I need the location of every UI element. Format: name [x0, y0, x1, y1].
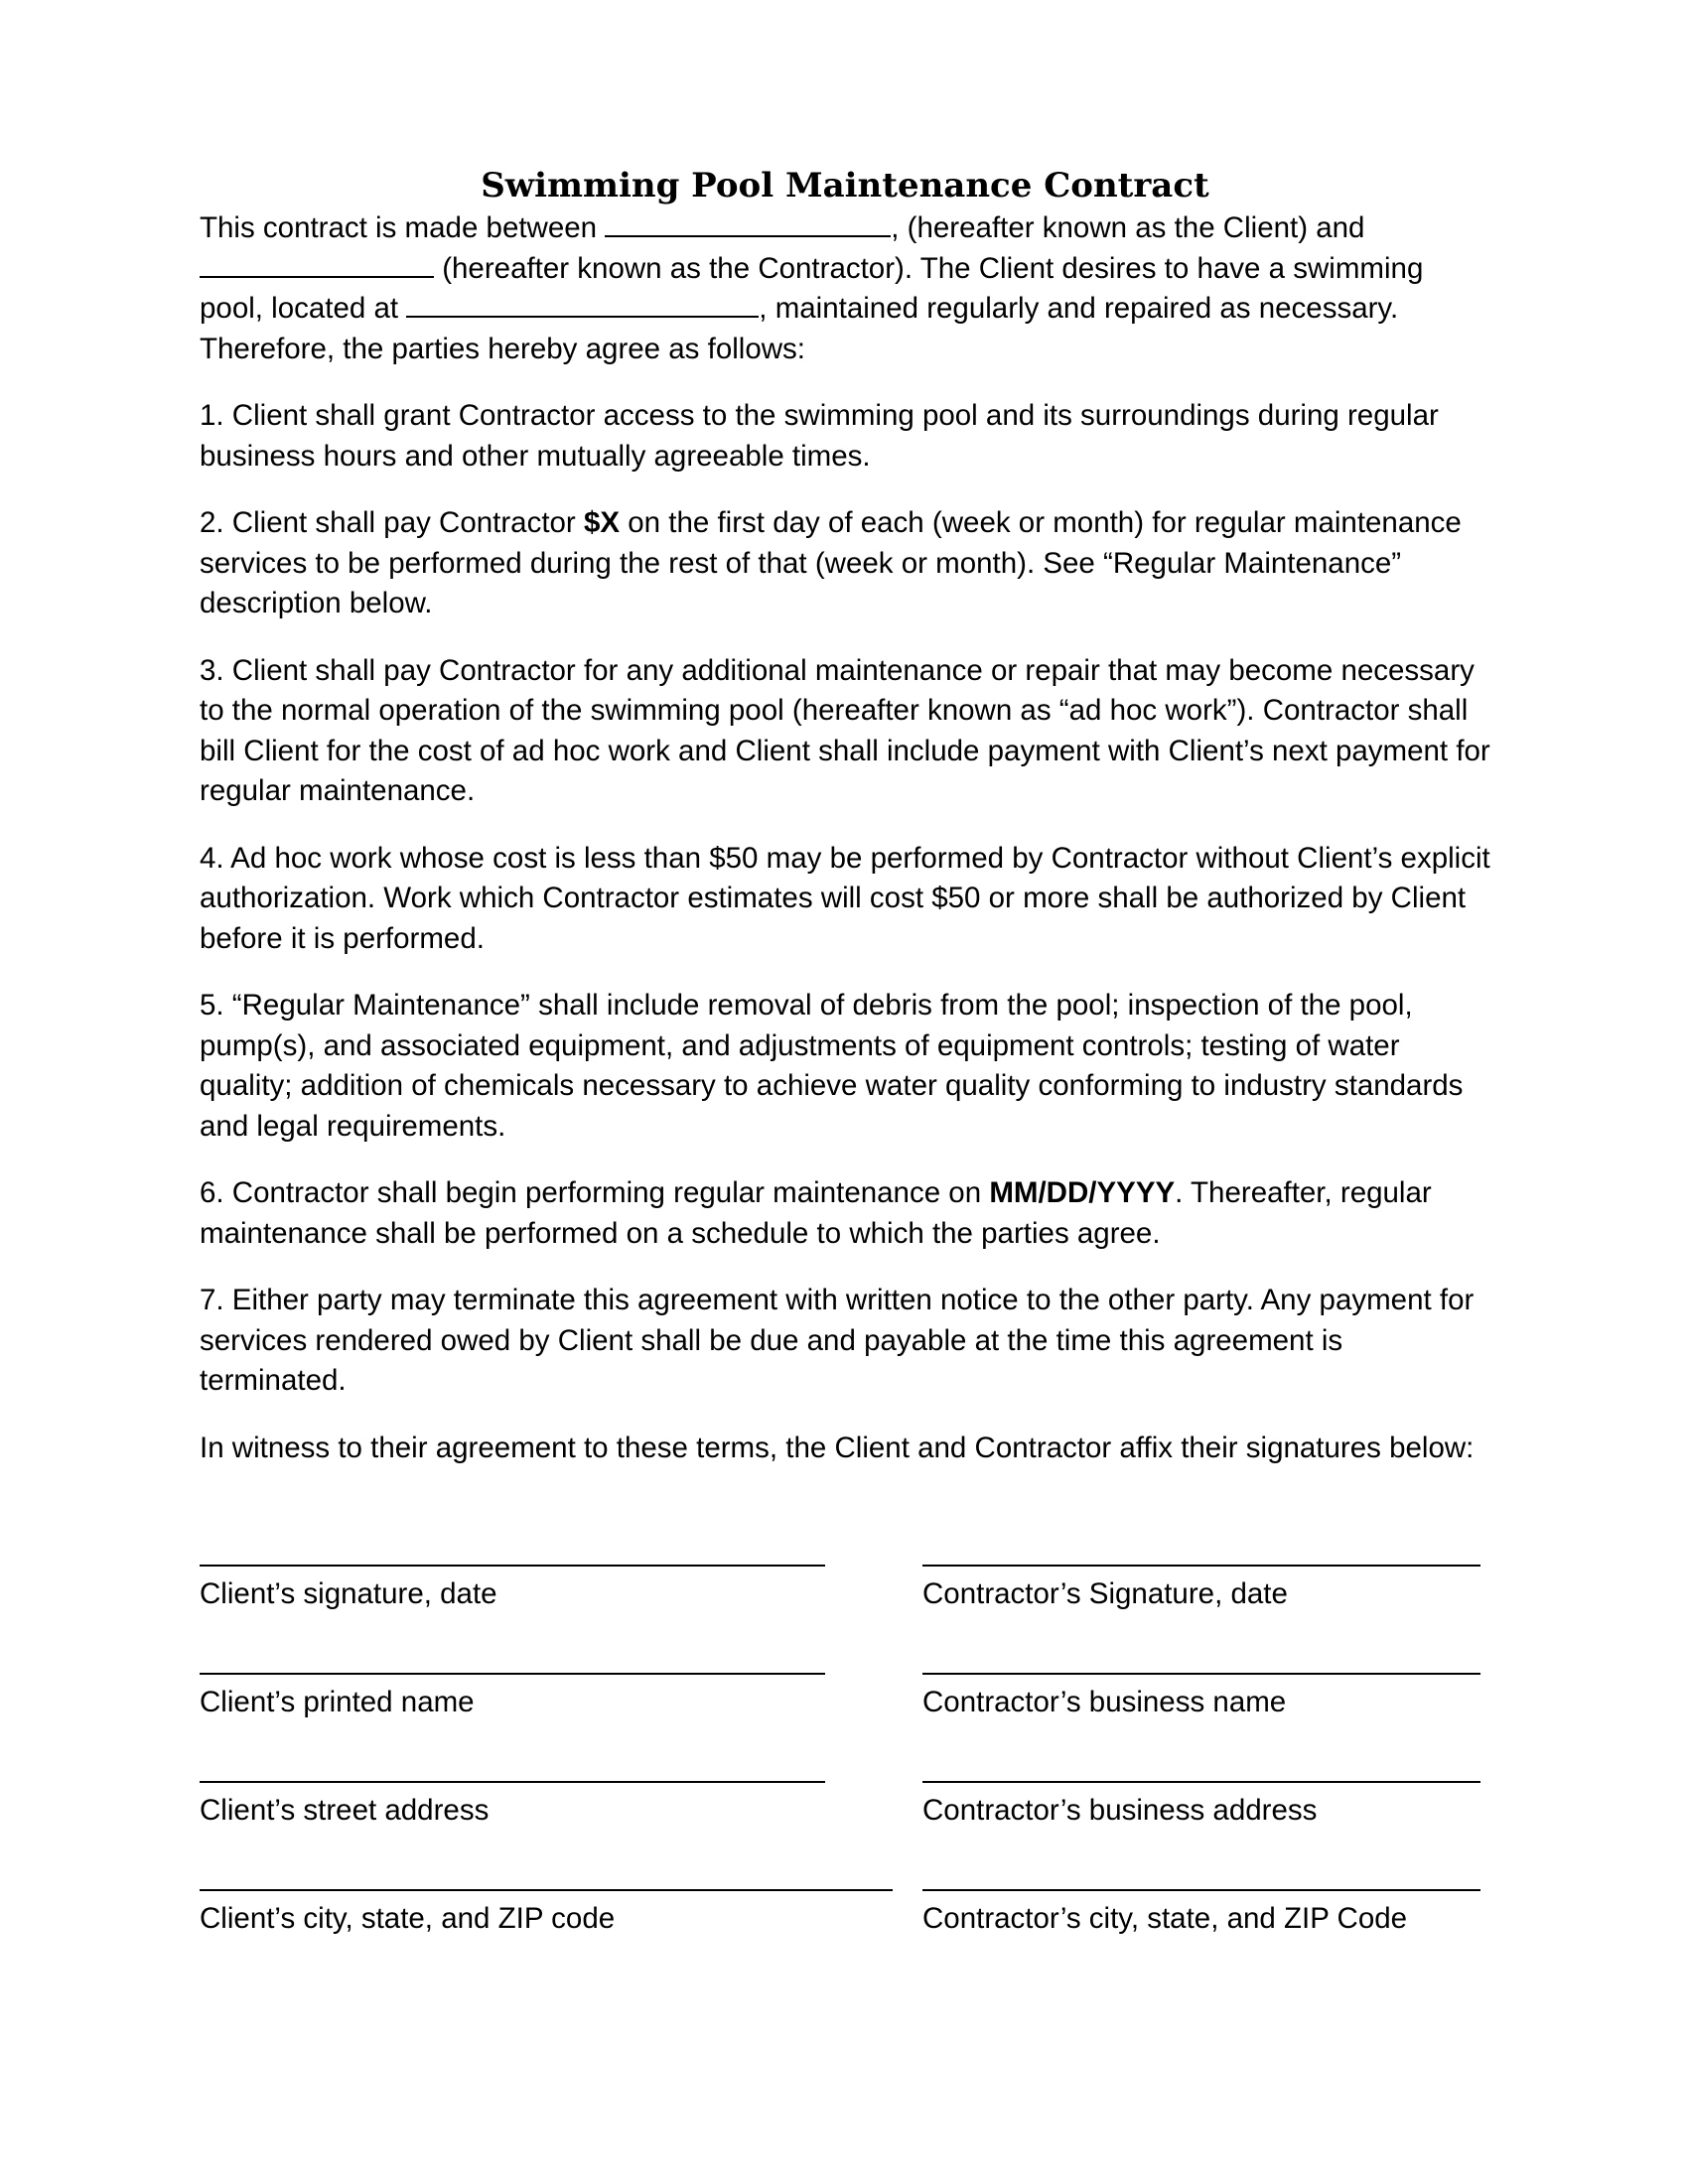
clause-6-text-b: . Thereafter, regular maintenance shall be performed on a schedule to which the parties agree.	[200, 1176, 1432, 1250]
contractor-signature-label: Contractor’s Signature, date	[922, 1577, 1288, 1610]
clause-4: 4. Ad hoc work whose cost is less than $50 may be performed by Contractor without Client’s explicit authorization. Work which Contractor estimates will cost $50 or more shall be authorized by Client before it is performed.	[200, 841, 1490, 955]
contractor-city-line[interactable]	[922, 1889, 1480, 1891]
clause-6-text-a: 6. Contractor shall begin performing regular maintenance on	[200, 1176, 990, 1209]
payment-amount: $X	[583, 506, 621, 539]
clause-7: 7. Either party may terminate this agreement with written notice to the other party. Any payment for services rendered owed by Client shall be due and payable at the time this agreement is terminated.	[200, 1284, 1475, 1397]
intro-text-4: , maintained regularly and repaired as necessary. Therefore, the parties hereby agree as follows:	[200, 292, 1399, 365]
intro-text-2: , (hereafter known as the Client) and	[891, 211, 1365, 244]
client-address-label: Client’s street address	[200, 1794, 490, 1827]
contractor-signature-line[interactable]	[922, 1565, 1480, 1567]
client-address-line[interactable]	[200, 1781, 825, 1783]
document-body	[200, 163, 1490, 1495]
witness-statement: In witness to their agreement to these terms, the Client and Contractor affix their signatures below:	[200, 1431, 1475, 1464]
client-city-line[interactable]	[200, 1889, 893, 1891]
client-signature-block	[200, 1565, 825, 1614]
intro-text-3: (hereafter known as the Contractor). The Client desires to have a swimming pool, located at	[200, 251, 1424, 325]
client-signature-label: Client’s signature, date	[200, 1577, 497, 1610]
clause-6	[200, 1173, 1490, 1254]
contractor-address-label: Contractor’s business address	[922, 1794, 1318, 1827]
contractor-business-name-block	[922, 1673, 1480, 1722]
name-row	[200, 1673, 1490, 1781]
contractor-business-name-label: Contractor’s business name	[922, 1686, 1287, 1718]
client-city-block	[200, 1889, 893, 1939]
clause-5: 5. “Regular Maintenance” shall include removal of debris from the pool; inspection of the pool, pump(s), and associated equipment, and adjustments of equipment controls; testing of water quality; addition of chemicals necessary to achieve water quality conforming to industry standards and legal requirements.	[200, 989, 1464, 1143]
client-address-block	[200, 1781, 825, 1831]
client-name-line[interactable]	[200, 1673, 825, 1675]
document-title: Swimming Pool Maintenance Contract	[481, 166, 1209, 205]
client-name-label: Client’s printed name	[200, 1686, 475, 1718]
clause-2-text-b: on the first day of each (week or month) for regular maintenance services to be performed during the rest of that (week or month). See “Regular Maintenance” description below.	[200, 506, 1462, 619]
intro-paragraph	[200, 208, 1490, 369]
address-row	[200, 1781, 1490, 1889]
contractor-city-block	[922, 1889, 1480, 1939]
client-name-blank[interactable]	[605, 234, 891, 237]
clause-2-text-a: 2. Client shall pay Contractor	[200, 506, 584, 539]
contractor-name-blank[interactable]	[200, 275, 434, 278]
contractor-city-label: Contractor’s city, state, and ZIP Code	[922, 1902, 1408, 1935]
start-date: MM/DD/YYYY	[989, 1176, 1176, 1209]
city-row	[200, 1889, 1490, 1997]
client-name-block	[200, 1673, 825, 1722]
client-city-label: Client’s city, state, and ZIP code	[200, 1902, 616, 1935]
contractor-business-name-line[interactable]	[922, 1673, 1480, 1675]
pool-location-blank[interactable]	[406, 315, 759, 318]
intro-text-1: This contract is made between	[200, 211, 606, 244]
contractor-address-line[interactable]	[922, 1781, 1480, 1783]
client-signature-line[interactable]	[200, 1565, 825, 1567]
contractor-signature-block	[922, 1565, 1480, 1614]
clause-3: 3. Client shall pay Contractor for any additional maintenance or repair that may become necessary to the normal operation of the swimming pool (hereafter known as “ad hoc work”). Contractor shall bill Client for the cost of ad hoc work and Client shall include payment with Client’s next payment for regular maintenance.	[200, 653, 1490, 807]
clause-1: 1. Client shall grant Contractor access to the swimming pool and its surroundings during regular business hours and other mutually agreeable times.	[200, 399, 1439, 473]
clause-2	[200, 503, 1490, 624]
signature-row	[200, 1565, 1490, 1673]
contractor-address-block	[922, 1781, 1480, 1831]
signature-section	[200, 1565, 1490, 1997]
